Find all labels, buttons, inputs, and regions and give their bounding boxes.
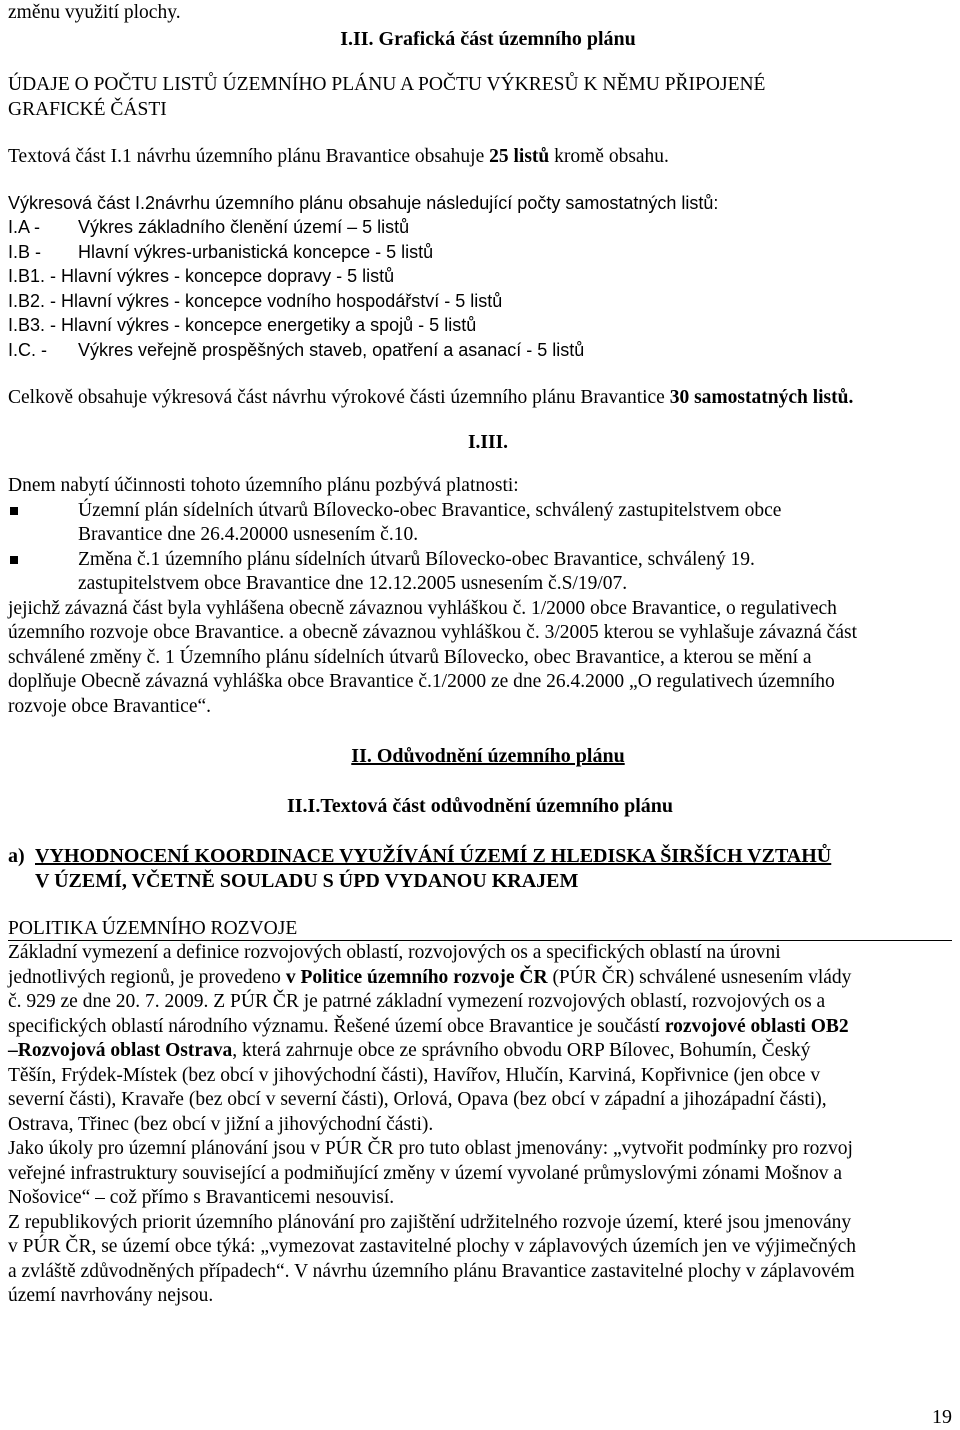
section-2-heading: II. Odůvodnění územního plánu bbox=[351, 745, 625, 767]
bold-span: rozvojové oblasti OB2 bbox=[664, 1015, 849, 1037]
drawing-text: Hlavní výkres-urbanistická koncepce - 5 listů bbox=[78, 241, 434, 262]
validity-item-line2: zastupitelstvem obce Bravantice dne 12.12.2005 usnesením č.S/19/07. bbox=[78, 573, 628, 594]
text-span: (PÚR ČR) schválené usnesením vlády bbox=[552, 966, 852, 988]
paragraph-line: Nošovice“ – což přímo s Bravanticemi nesouvisí. bbox=[8, 1187, 395, 1208]
text-part-before: Textová část I.1 návrhu územního plánu Bravantice obsahuje bbox=[8, 146, 485, 167]
page-number: 19 bbox=[932, 1406, 952, 1428]
paragraph-line: č. 929 ze dne 20. 7. 2009. Z PÚR ČR je patrné základní vymezení rozvojových oblastí, rozvojových os a bbox=[8, 991, 826, 1012]
section-2-1-heading: II.I.Textová část odůvodnění územního plánu bbox=[286, 794, 674, 817]
paragraph-line: severní části), Kravaře (bez obcí v severní části), Orlová, Opava (bez obcí v západní a jihozápadní části), bbox=[8, 1089, 827, 1110]
text-span: specifických oblastí národního významu. Řešené území obce Bravantice je součástí bbox=[8, 1015, 660, 1037]
bullet-square-icon bbox=[10, 556, 18, 564]
policy-heading: POLITIKA ÚZEMNÍHO ROZVOJE bbox=[8, 918, 952, 941]
drawing-code: I.C. - bbox=[8, 339, 47, 360]
paragraph-line: doplňuje Obecně závazná vyhláška obce Bravantice č.1/2000 ze dne 26.4.2000 „O regulativech územního bbox=[8, 671, 835, 692]
data-heading-line1: ÚDAJE O POČTU LISTŮ ÚZEMNÍHO PLÁNU A POČTU VÝKRESŮ K NĚMU PŘIPOJENÉ bbox=[8, 74, 766, 95]
drawing-text: Výkres veřejně prospěšných staveb, opatření a asanací - 5 listů bbox=[78, 339, 585, 360]
paragraph-line: v PÚR ČR, se území obce týká: „vymezovat zastavitelné plochy v záplavových územích jen ve výjimečných bbox=[8, 1236, 856, 1257]
section-a-heading bbox=[8, 844, 952, 893]
bold-span: –Rozvojová oblast Ostrava bbox=[8, 1040, 233, 1061]
text-span: jednotlivých regionů, je provedeno bbox=[8, 966, 281, 988]
paragraph-line: Jako úkoly pro územní plánování jsou v PÚR ČR pro tuto oblast jmenovány: „vytvořit podmínky pro rozvoj bbox=[8, 1138, 853, 1159]
drawing-item-c bbox=[8, 338, 952, 363]
paragraph-line: rozvoje obce Bravantice“. bbox=[8, 695, 212, 717]
paragraph-line: územního rozvoje obce Bravantice. a obecně závaznou vyhláškou č. 3/2005 kterou se vyhlašuje závazná část bbox=[8, 622, 857, 643]
section-a-label: a) bbox=[8, 845, 25, 867]
paragraph-line: Ostrava, Třinec (bez obcí v jižní a jihovýchodní části). bbox=[8, 1113, 434, 1135]
drawing-item-a bbox=[8, 215, 952, 240]
paragraph-line: Z republikových priorit územního plánování pro zajištění udržitelného rozvoje území, které jsou jmenovány bbox=[8, 1211, 852, 1233]
validity-item-line2: Bravantice dne 26.4.20000 usnesením č.10. bbox=[78, 524, 419, 545]
policy-paragraph-3 bbox=[8, 1211, 952, 1309]
section-1-2-heading: I.II. Grafická část územního plánu bbox=[340, 27, 636, 50]
policy-paragraph-2 bbox=[8, 1137, 952, 1211]
text-part-summary bbox=[8, 145, 952, 170]
drawing-item-b1: I.B1. - Hlavní výkres - koncepce dopravy - 5 listů bbox=[8, 266, 395, 286]
drawing-item-b bbox=[8, 240, 952, 265]
total-summary bbox=[8, 386, 952, 411]
validity-item-2 bbox=[8, 548, 952, 597]
drawing-code: I.B - bbox=[8, 241, 42, 262]
section-1-3-heading: I.III. bbox=[467, 431, 509, 453]
policy-paragraph-1 bbox=[8, 941, 952, 1137]
validity-intro: Dnem nabytí účinnosti tohoto územního plánu pozbývá platnosti: bbox=[8, 475, 519, 496]
text-span: , která zahrnuje obce ze správního obvodu ORP Bílovec, Bohumín, Český bbox=[232, 1040, 811, 1061]
drawing-item-b3: I.B3. - Hlavní výkres - koncepce energetiky a spojů - 5 listů bbox=[8, 315, 477, 335]
paragraph-line bbox=[8, 966, 952, 991]
paragraph-line: jejichž závazná část byla vyhlášena obecně závaznou vyhláškou č. 1/2000 obce Bravantice, o regulativech bbox=[8, 597, 837, 619]
text-part-count: 25 listů bbox=[489, 146, 550, 167]
paragraph-line: a zvláště zdůvodněných případech“. V návrhu územního plánu Bravantice zastavitelné plochy v záplavovém bbox=[8, 1260, 855, 1282]
paragraph-line bbox=[8, 1015, 952, 1040]
paragraph-line bbox=[8, 1039, 952, 1064]
paragraph-line: území navrhovány nejsou. bbox=[8, 1285, 214, 1306]
text-part-after: kromě obsahu. bbox=[554, 146, 669, 167]
validity-item-1 bbox=[8, 499, 952, 548]
decree-paragraph bbox=[8, 597, 952, 720]
validity-item-line1: Změna č.1 územního plánu sídelních útvarů Bílovecko-obec Bravantice, schválený 19. bbox=[78, 548, 755, 570]
bullet-square-icon bbox=[10, 507, 18, 515]
drawing-item-b2: I.B2. - Hlavní výkres - koncepce vodního hospodářství - 5 listů bbox=[8, 290, 503, 311]
section-a-line1: VYHODNOCENÍ KOORDINACE VYUŽÍVÁNÍ ÚZEMÍ Z HLEDISKA ŠIRŠÍCH VZTAHŮ bbox=[35, 845, 832, 867]
drawing-code: I.A - bbox=[8, 217, 41, 237]
intro-fragment: změnu využití plochy. bbox=[8, 2, 181, 23]
paragraph-line: Těšín, Frýdek-Místek (bez obcí v jihovýchodní části), Havířov, Hlučín, Karviná, Kopřivnice (jen obce v bbox=[8, 1064, 821, 1086]
paragraph-line: Základní vymezení a definice rozvojových oblastí, rozvojových os a specifických oblastí na úrovni bbox=[8, 942, 781, 963]
validity-item-line1: Územní plán sídelních útvarů Bílovecko-obec Bravantice, schválený zastupitelstvem obce bbox=[78, 499, 782, 521]
document-page bbox=[8, 0, 952, 1309]
paragraph-line: veřejné infrastruktury související a podmiňující změny v území vyvolané průmyslovými zónami Mošnov a bbox=[8, 1162, 842, 1184]
drawing-part-intro: Výkresová část I.2návrhu územního plánu obsahuje následující počty samostatných listů: bbox=[8, 192, 719, 213]
data-heading-line2: GRAFICKÉ ČÁSTI bbox=[8, 98, 167, 120]
total-before: Celkově obsahuje výkresová část návrhu výrokové části územního plánu Bravantice bbox=[8, 387, 665, 408]
drawing-text: Výkres základního členění území – 5 listů bbox=[78, 217, 410, 237]
bold-span: v Politice územního rozvoje ČR bbox=[285, 966, 548, 988]
section-a-line2: V ÚZEMÍ, VČETNĚ SOULADU S ÚPD VYDANOU KRAJEM bbox=[35, 869, 579, 892]
total-count: 30 samostatných listů. bbox=[669, 387, 854, 408]
paragraph-line: schválené změny č. 1 Územního plánu sídelních útvarů Bílovecko, obec Bravantice, a kterou se mění a bbox=[8, 646, 812, 668]
